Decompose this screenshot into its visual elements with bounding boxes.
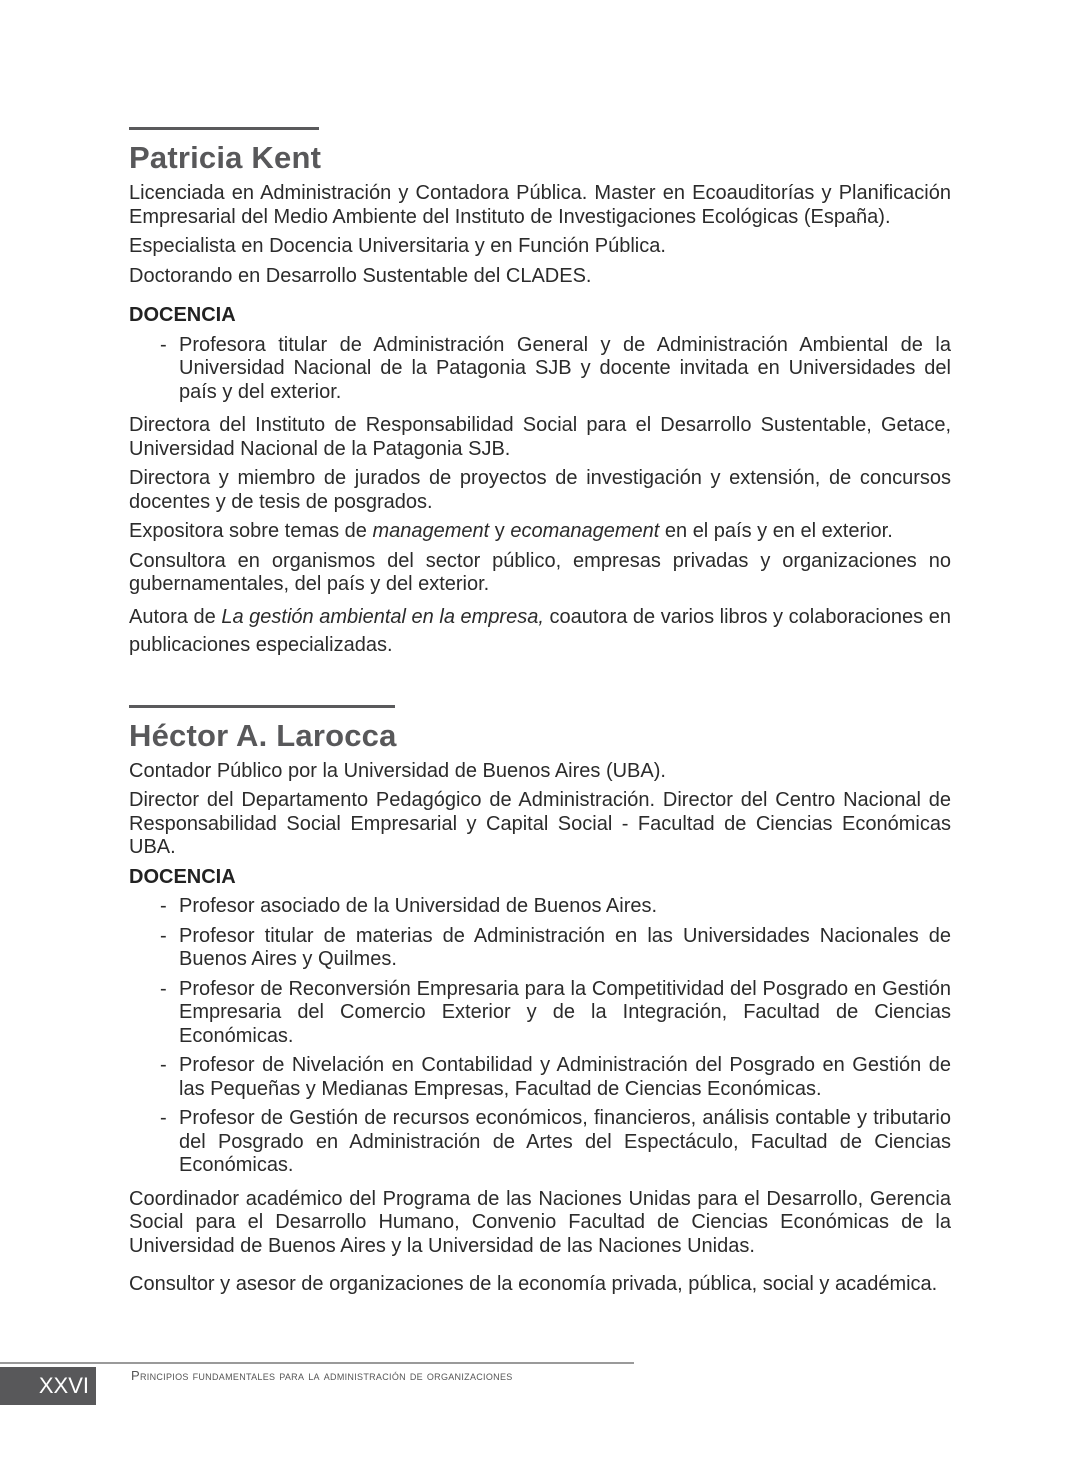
- section-rule: [129, 705, 395, 708]
- book-title: La gestión ambiental en la empresa,: [221, 605, 544, 628]
- footer-rule: [0, 1362, 634, 1364]
- italic-term: management: [372, 520, 490, 542]
- section-heading: DOCENCIA: [129, 304, 236, 326]
- list-item: - Profesor de Reconversión Empresaria para la Competitividad del Posgrado en Gestión Empresaria del Comercio Exterior y de la Integración, Facultad de Ciencias Económicas.: [179, 978, 951, 1049]
- teaching-list: [129, 334, 951, 405]
- bio-paragraph: Consultora en organismos del sector público, empresas privadas y organizaciones no gubernamentales, del país y del exterior.: [129, 549, 951, 595]
- list-item: - Profesor de Gestión de recursos económicos, financieros, análisis contable y tributario del Posgrado en Administración de Artes del Espectáculo, Facultad de Ciencias Económicas.: [179, 1107, 951, 1178]
- list-item: - Profesor asociado de la Universidad de Buenos Aires.: [179, 895, 951, 919]
- bio-name: Patricia Kent: [129, 140, 322, 175]
- section-heading: DOCENCIA: [129, 865, 236, 888]
- bio-paragraph: Directora y miembro de jurados de proyectos de investigación y extensión, de concursos docentes y de tesis de posgrados.: [129, 467, 951, 513]
- bio-paragraph: [129, 603, 951, 659]
- text: coautora de varios libros y colaboraciones en publicaciones especializadas.: [129, 605, 951, 656]
- italic-term: ecomanagement: [510, 520, 660, 542]
- text: en el país y en el exterior.: [659, 520, 893, 542]
- list-item: - Profesora titular de Administración General y de Administración Ambiental de la Universidad Nacional de la Patagonia SJB y docente invitada en Universidades del país y del exterior.: [179, 334, 951, 405]
- bio-paragraph: Consultor y asesor de organizaciones de la economía privada, pública, social y académica.: [129, 1273, 938, 1295]
- bio-paragraph: Director del Departamento Pedagógico de Administración. Director del Centro Nacional de Responsabilidad Social Empresarial y Capital Social - Facultad de Ciencias Económicas UBA.: [129, 789, 951, 858]
- list-item: - Profesor de Nivelación en Contabilidad y Administración del Posgrado en Gestión de las Pequeñas y Medianas Empresas, Facultad de Ciencias Económicas.: [179, 1054, 951, 1101]
- running-title: Principios fundamentales para la administración de organizaciones: [131, 1368, 513, 1383]
- bio-paragraph: [129, 520, 951, 544]
- section-rule: [129, 127, 319, 130]
- page-number: XXVI: [0, 1367, 96, 1405]
- bio-paragraph: Especialista en Docencia Universitaria y en Función Pública.: [129, 235, 666, 257]
- bio-paragraph: Doctorando en Desarrollo Sustentable del CLADES.: [129, 264, 592, 287]
- list-item: - Profesor titular de materias de Administración en las Universidades Nacionales de Buenos Aires y Quilmes.: [179, 925, 951, 972]
- text: y: [489, 520, 511, 542]
- bio-paragraph: Contador Público por la Universidad de Buenos Aires (UBA).: [129, 759, 666, 782]
- text: Expositora sobre temas de: [129, 520, 373, 542]
- bio-paragraph: Directora del Instituto de Responsabilidad Social para el Desarrollo Sustentable, Getace, Universidad Nacional de la Patagonia SJB.: [129, 414, 951, 460]
- teaching-list: [129, 895, 951, 1178]
- bio-paragraph: Coordinador académico del Programa de las Naciones Unidas para el Desarrollo, Gerencia Social para el Desarrollo Humano, Convenio Facultad de Ciencias Económicas de la Universidad de Buenos Aires y la Universidad de las Naciones Unidas.: [129, 1187, 951, 1257]
- bio-paragraph: Licenciada en Administración y Contadora Pública. Master en Ecoauditorías y Planificación Empresarial del Medio Ambiente del Instituto de Investigaciones Ecológicas (España).: [129, 182, 951, 228]
- page-content: [129, 0, 951, 1304]
- bio-name: Héctor A. Larocca: [129, 717, 397, 753]
- text: Autora de: [129, 605, 222, 628]
